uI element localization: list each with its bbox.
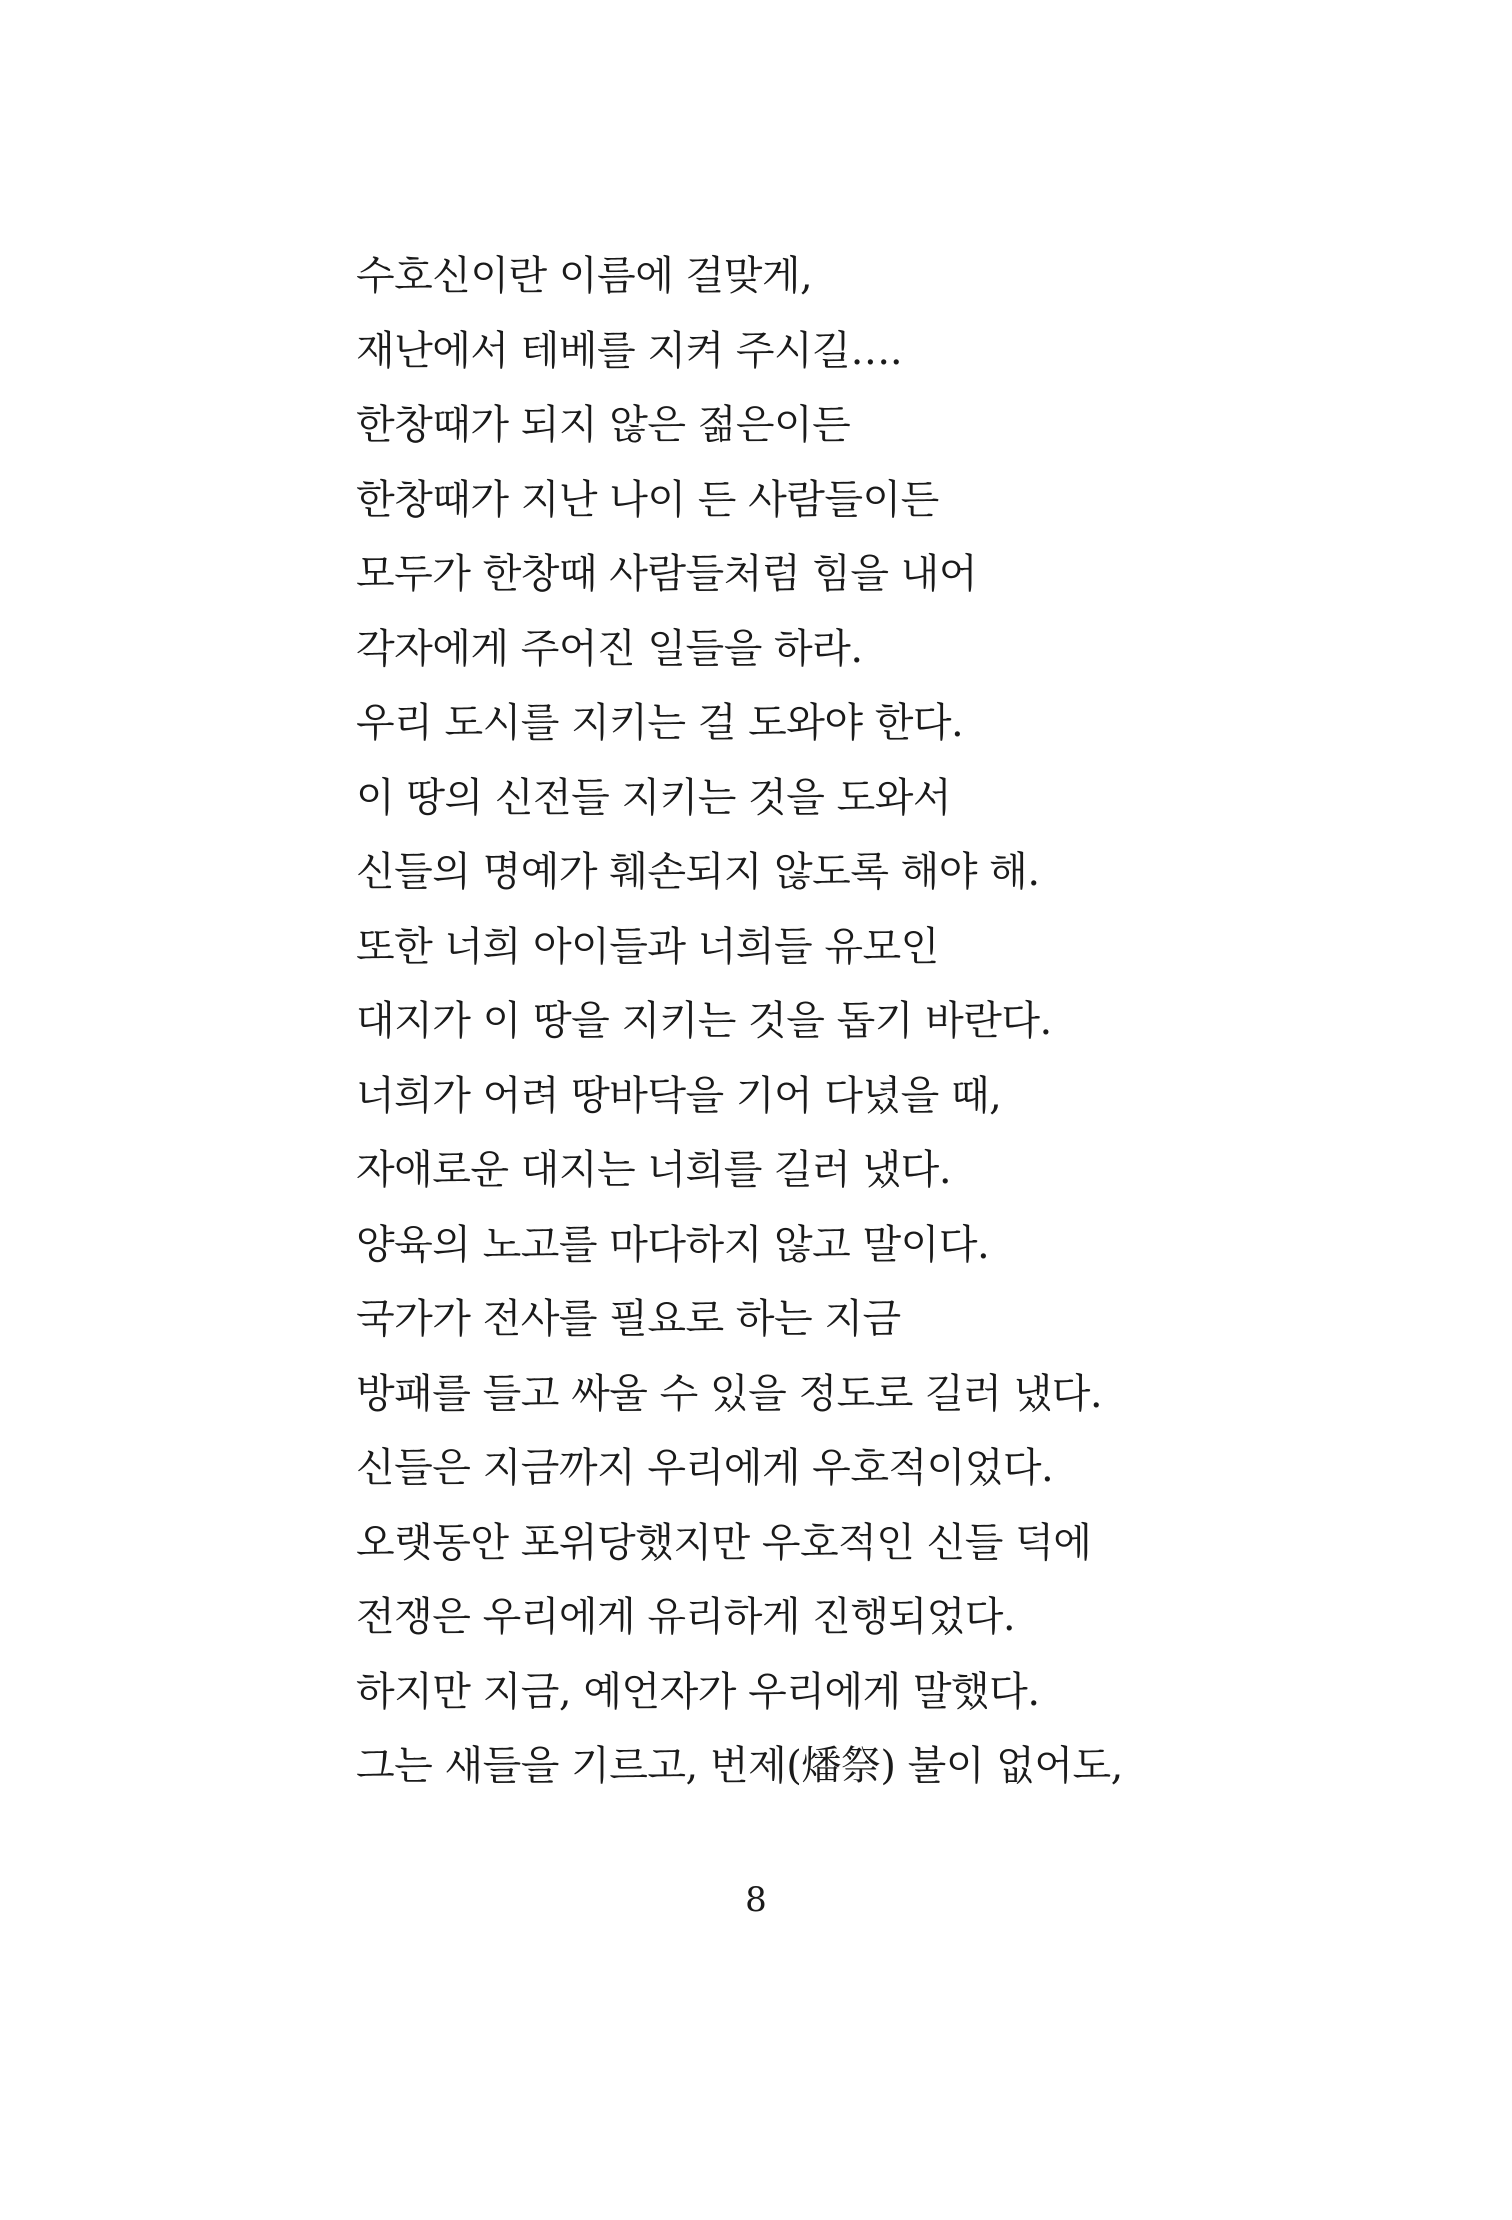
poem-line: 우리 도시를 지키는 걸 도와야 한다. [356, 700, 964, 746]
poem-line: 또한 너희 아이들과 너희들 유모인 [356, 923, 939, 970]
poem-line: 오랫동안 포위당했지만 우호적인 신들 덕에 [356, 1519, 1092, 1566]
poem-line: 국가가 전사를 필요로 하는 지금 [356, 1296, 901, 1342]
poem-line: 신들의 명예가 훼손되지 않도록 해야 해. [356, 849, 1040, 895]
poem-line: 신들은 지금까지 우리에게 우호적이었다. [356, 1445, 1054, 1491]
poem-text [356, 246, 1356, 1811]
poem-line: 이 땅의 신전들 지키는 것을 도와서 [356, 774, 952, 821]
poem-line: 모두가 한창때 사람들처럼 힘을 내어 [356, 551, 977, 597]
poem-line: 대지가 이 땅을 지키는 것을 돕기 바란다. [356, 998, 1052, 1044]
poem-line: 자애로운 대지는 너희를 길러 냈다. [356, 1147, 952, 1193]
poem-line: 전쟁은 우리에게 유리하게 진행되었다. [356, 1594, 1016, 1640]
poem-line: 그는 새들을 기르고, 번제(燔祭) 불이 없어도, [356, 1743, 1123, 1789]
poem-line: 양육의 노고를 마다하지 않고 말이다. [356, 1221, 990, 1268]
poem-line: 수호신이란 이름에 걸맞게, [356, 253, 813, 299]
page-number: 8 [745, 1880, 767, 1920]
poem-line: 너희가 어려 땅바닥을 기어 다녔을 때, [356, 1072, 1002, 1119]
poem-line: 한창때가 되지 않은 젊은이든 [356, 402, 851, 448]
poem-line: 각자에게 주어진 일들을 하라. [356, 625, 863, 672]
poem-line: 하지만 지금, 예언자가 우리에게 말했다. [356, 1668, 1040, 1715]
poem-line: 한창때가 지난 나이 든 사람들이든 [356, 476, 939, 523]
poem-line: 방패를 들고 싸울 수 있을 정도로 길러 냈다. [356, 1370, 1103, 1417]
poem-line: 재난에서 테베를 지켜 주시길…. [356, 327, 903, 374]
